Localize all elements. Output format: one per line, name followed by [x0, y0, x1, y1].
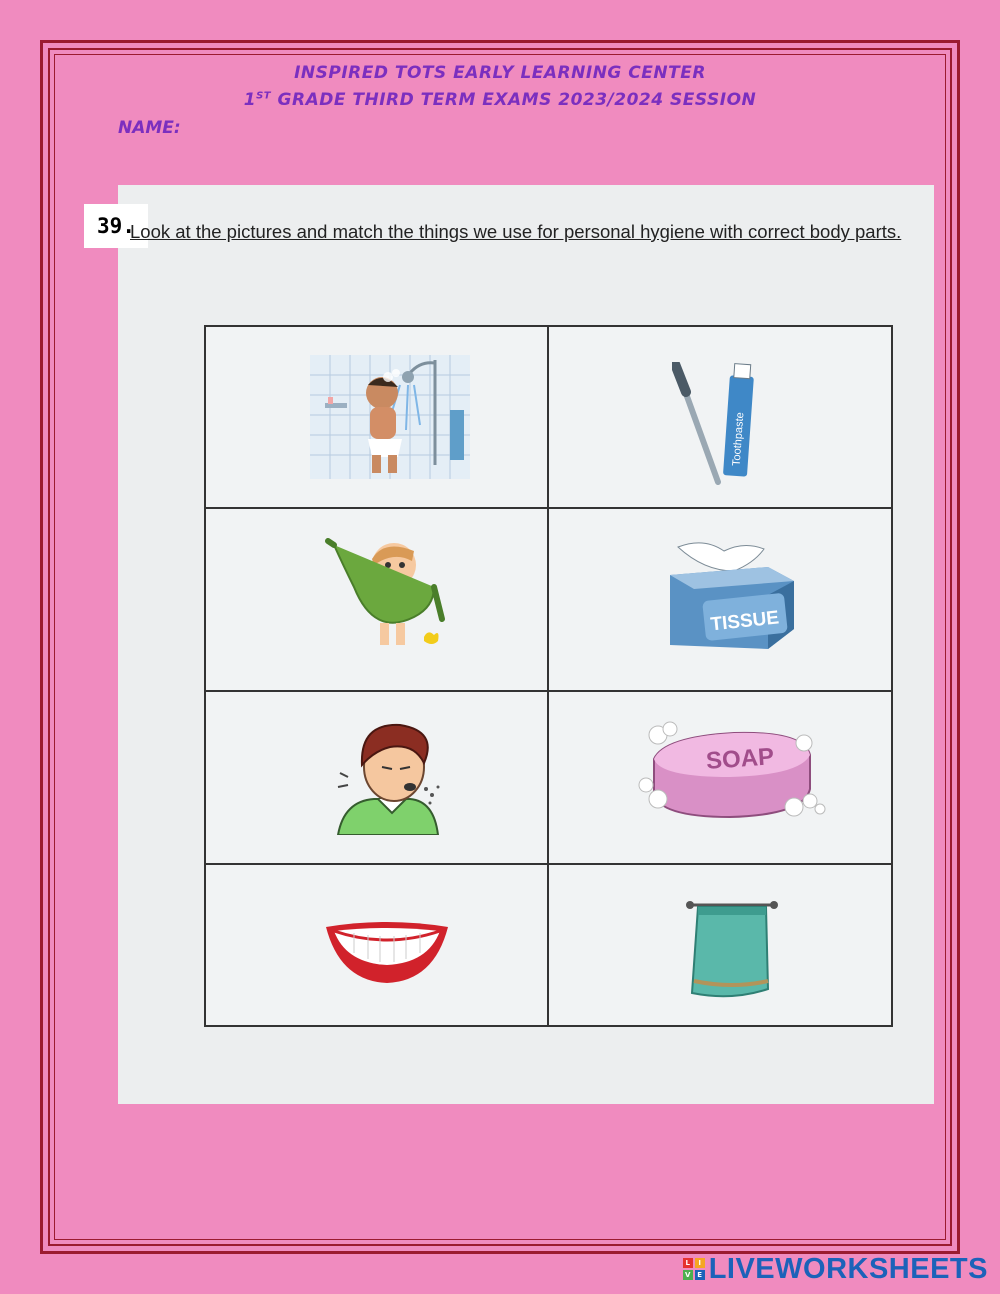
tissue-label: TISSUE	[709, 607, 781, 636]
soap-bar-icon[interactable]	[634, 719, 830, 829]
hanging-towel-icon[interactable]	[684, 897, 780, 1003]
child-drying-with-towel-icon[interactable]	[324, 537, 454, 655]
grid-divider-row-2	[206, 690, 891, 692]
grade-suffix: ST	[256, 90, 272, 102]
exam-title	[0, 90, 1000, 110]
grid-divider-vertical	[547, 327, 549, 1025]
grid-divider-row-3	[206, 863, 891, 865]
logo-letter: E	[695, 1270, 705, 1280]
logo-letter: V	[683, 1270, 693, 1280]
soap-label: SOAP	[705, 743, 775, 775]
child-showering-icon[interactable]	[310, 355, 470, 479]
exam-title-text: GRADE THIRD TERM EXAMS 2023/2024 SESSION	[271, 90, 757, 110]
name-label: NAME:	[118, 118, 181, 138]
logo-text: LIVEWORKSHEETS	[708, 1252, 988, 1285]
question-number: 39.	[84, 204, 148, 248]
grid-divider-row-1	[206, 507, 891, 509]
question-instruction: Look at the pictures and match the things we use for personal hygiene with correct body parts.	[130, 221, 902, 242]
tissue-box-icon[interactable]	[664, 537, 800, 657]
liveworksheets-logo	[683, 1252, 988, 1286]
toothpaste-label: Toothpaste	[730, 411, 747, 467]
logo-letter: I	[695, 1258, 705, 1268]
matching-grid	[204, 325, 893, 1027]
toothbrush-and-toothpaste-icon[interactable]	[672, 362, 762, 488]
school-name: INSPIRED TOTS EARLY LEARNING CENTER	[294, 63, 706, 83]
logo-letter: L	[683, 1258, 693, 1268]
logo-blocks	[683, 1258, 705, 1280]
smiling-mouth-icon[interactable]	[324, 919, 450, 985]
boy-sneezing-icon[interactable]	[334, 717, 450, 835]
grade-number: 1	[243, 90, 257, 110]
